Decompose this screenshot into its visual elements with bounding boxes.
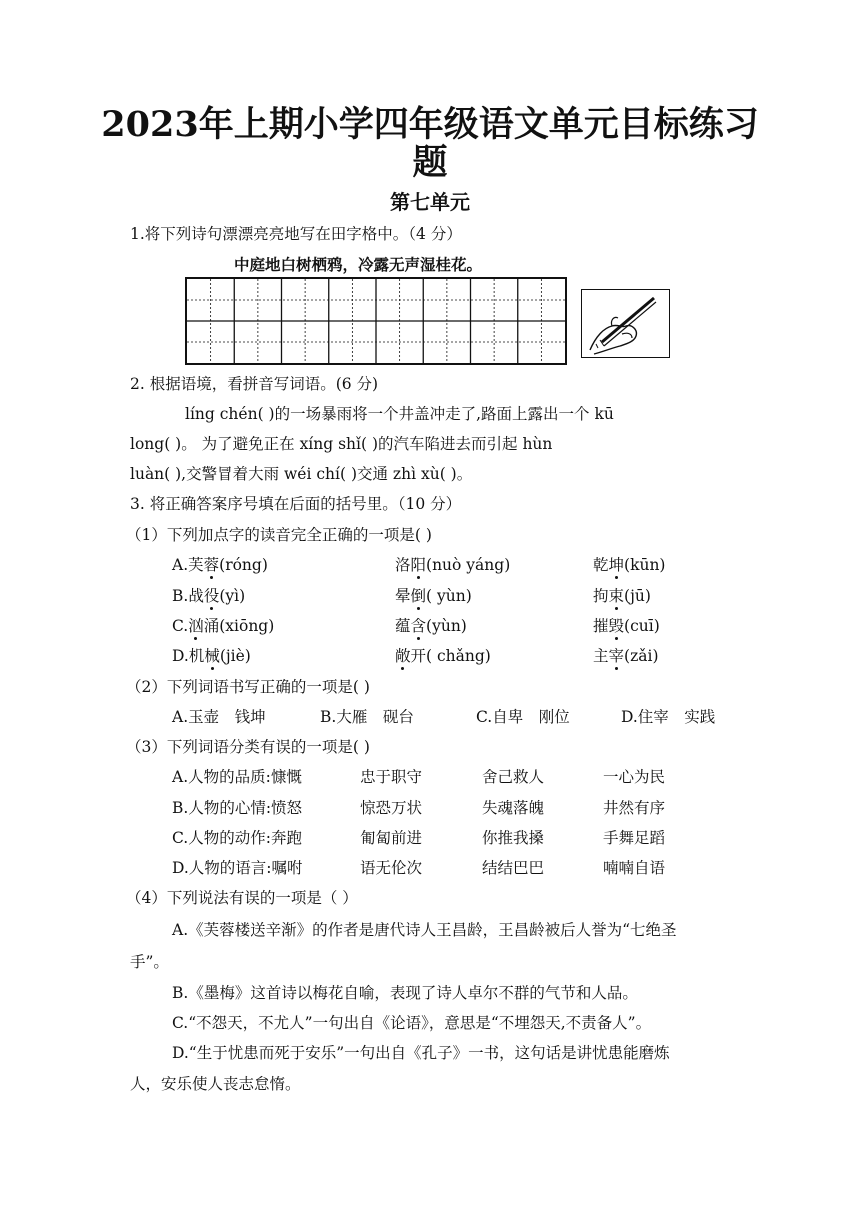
q3-4-option-b: B.《墨梅》这首诗以梅花自喻，表现了诗人卓尔不群的气节和人品。: [172, 984, 638, 1002]
q3-3-option-c-word2: 匍匐前进: [360, 829, 423, 847]
q3-1-prompt: （1）下列加点字的读音完全正确的一项是( ): [126, 526, 432, 544]
q3-3-option-d: D.人物的语言:嘱咐: [172, 859, 303, 877]
q3-3-option-b-word4: 井然有序: [603, 799, 666, 817]
q3-1-option-d-word3: 主宰(zǎi): [593, 647, 659, 665]
q3-1-option-a-word3: 乾坤(kūn): [593, 556, 666, 574]
q3-3-option-c-word4: 手舞足蹈: [603, 829, 666, 847]
q3-2-option-b: B.大雁 砚台: [320, 708, 414, 726]
q3-3-option-a-word4: 一心为民: [603, 768, 666, 786]
q3-1-option-c-word2: 蕴含(yùn): [395, 617, 467, 635]
q3-1-option-d: D.机械(jiè): [172, 647, 251, 665]
q3-3-option-d-word3: 结结巴巴: [482, 859, 545, 877]
q3-3-option-a-word2: 忠于职守: [360, 768, 423, 786]
unit-title: 第七单元: [390, 190, 470, 214]
q3-1-option-b-word2: 晕倒( yùn): [395, 587, 472, 605]
q3-1-option-a: A.芙蓉(róng): [172, 556, 268, 574]
q3-3-option-c: C.人物的动作:奔跑: [172, 829, 302, 847]
q3-2-option-a: A.玉壶 钱坤: [172, 708, 266, 726]
q3-3-option-c-word3: 你推我搡: [482, 829, 545, 847]
writing-hand-icon: [581, 289, 670, 358]
q1-poem: 中庭地白树栖鸦，冷露无声湿桂花。: [234, 255, 483, 274]
q3-3-option-a-word3: 舍己救人: [482, 768, 545, 786]
q2-line2: long( )。 为了避免正在 xíng shǐ( )的汽车陷进去而引起 hùn: [130, 435, 553, 453]
q3-4-option-d-line1: D.“生于忧患而死于安乐”一句出自《孔子》一书，这句话是讲忧患能磨炼: [172, 1044, 670, 1062]
q3-3-option-a: A.人物的品质:慷慨: [172, 768, 302, 786]
tianzige-grid-lines: [187, 279, 565, 363]
q3-1-option-b: B.战役(yì): [172, 587, 246, 605]
q3-4-option-c: C.“不怨天，不尤人”一句出自《论语》，意思是“不埋怨天,不责备人”。: [172, 1014, 652, 1032]
q3-2-option-d: D.住宰 实践: [621, 708, 716, 726]
q3-4-option-a-line1: A.《芙蓉楼送辛渐》的作者是唐代诗人王昌龄，王昌龄被后人誉为“七绝圣: [172, 921, 677, 939]
q3-1-option-a-word2: 洛阳(nuò yáng): [395, 556, 511, 574]
q3-4-option-a-line2: 手”。: [130, 953, 169, 971]
q3-3-prompt: （3）下列词语分类有误的一项是( ): [126, 738, 370, 756]
q3-1-option-c-word3: 摧毁(cuī): [593, 617, 660, 635]
tianzige-grid[interactable]: [185, 277, 567, 365]
q2-prompt: 2. 根据语境，看拼音写词语。(6 分): [130, 375, 379, 393]
q3-3-option-b: B.人物的心情:愤怒: [172, 799, 303, 817]
q3-4-prompt: （4）下列说法有误的一项是（ ）: [126, 889, 358, 907]
page-title-line1: 2023年上期小学四年级语文单元目标练习: [101, 104, 759, 145]
q2-line1: líng chén( )的一场暴雨将一个井盖冲走了,路面上露出一个 kū: [185, 405, 614, 423]
q3-3-option-b-word3: 失魂落魄: [482, 799, 545, 817]
q3-1-option-b-word3: 拘束(jū): [593, 587, 651, 605]
q3-1-option-c: C.汹涌(xiōng): [172, 617, 275, 635]
q3-3-option-d-word2: 语无伦次: [360, 859, 423, 877]
q3-prompt: 3. 将正确答案序号填在后面的括号里。（10 分）: [130, 495, 462, 513]
q3-3-option-d-word4: 喃喃自语: [603, 859, 666, 877]
q3-2-prompt: （2）下列词语书写正确的一项是( ): [126, 678, 370, 696]
q2-line3: luàn( ),交警冒着大雨 wéi chí( )交通 zhì xù( )。: [130, 465, 473, 483]
q3-2-option-c: C.自卑 刚位: [476, 708, 570, 726]
q1-prompt: 1.将下列诗句漂漂亮亮地写在田字格中。（4 分）: [130, 225, 462, 243]
q3-4-option-d-line2: 人，安乐使人丧志怠惰。: [130, 1075, 301, 1093]
page-title-line2: 题: [412, 142, 448, 183]
q3-1-option-d-word2: 敞开( chǎng): [395, 647, 491, 665]
q3-3-option-b-word2: 惊恐万状: [360, 799, 423, 817]
